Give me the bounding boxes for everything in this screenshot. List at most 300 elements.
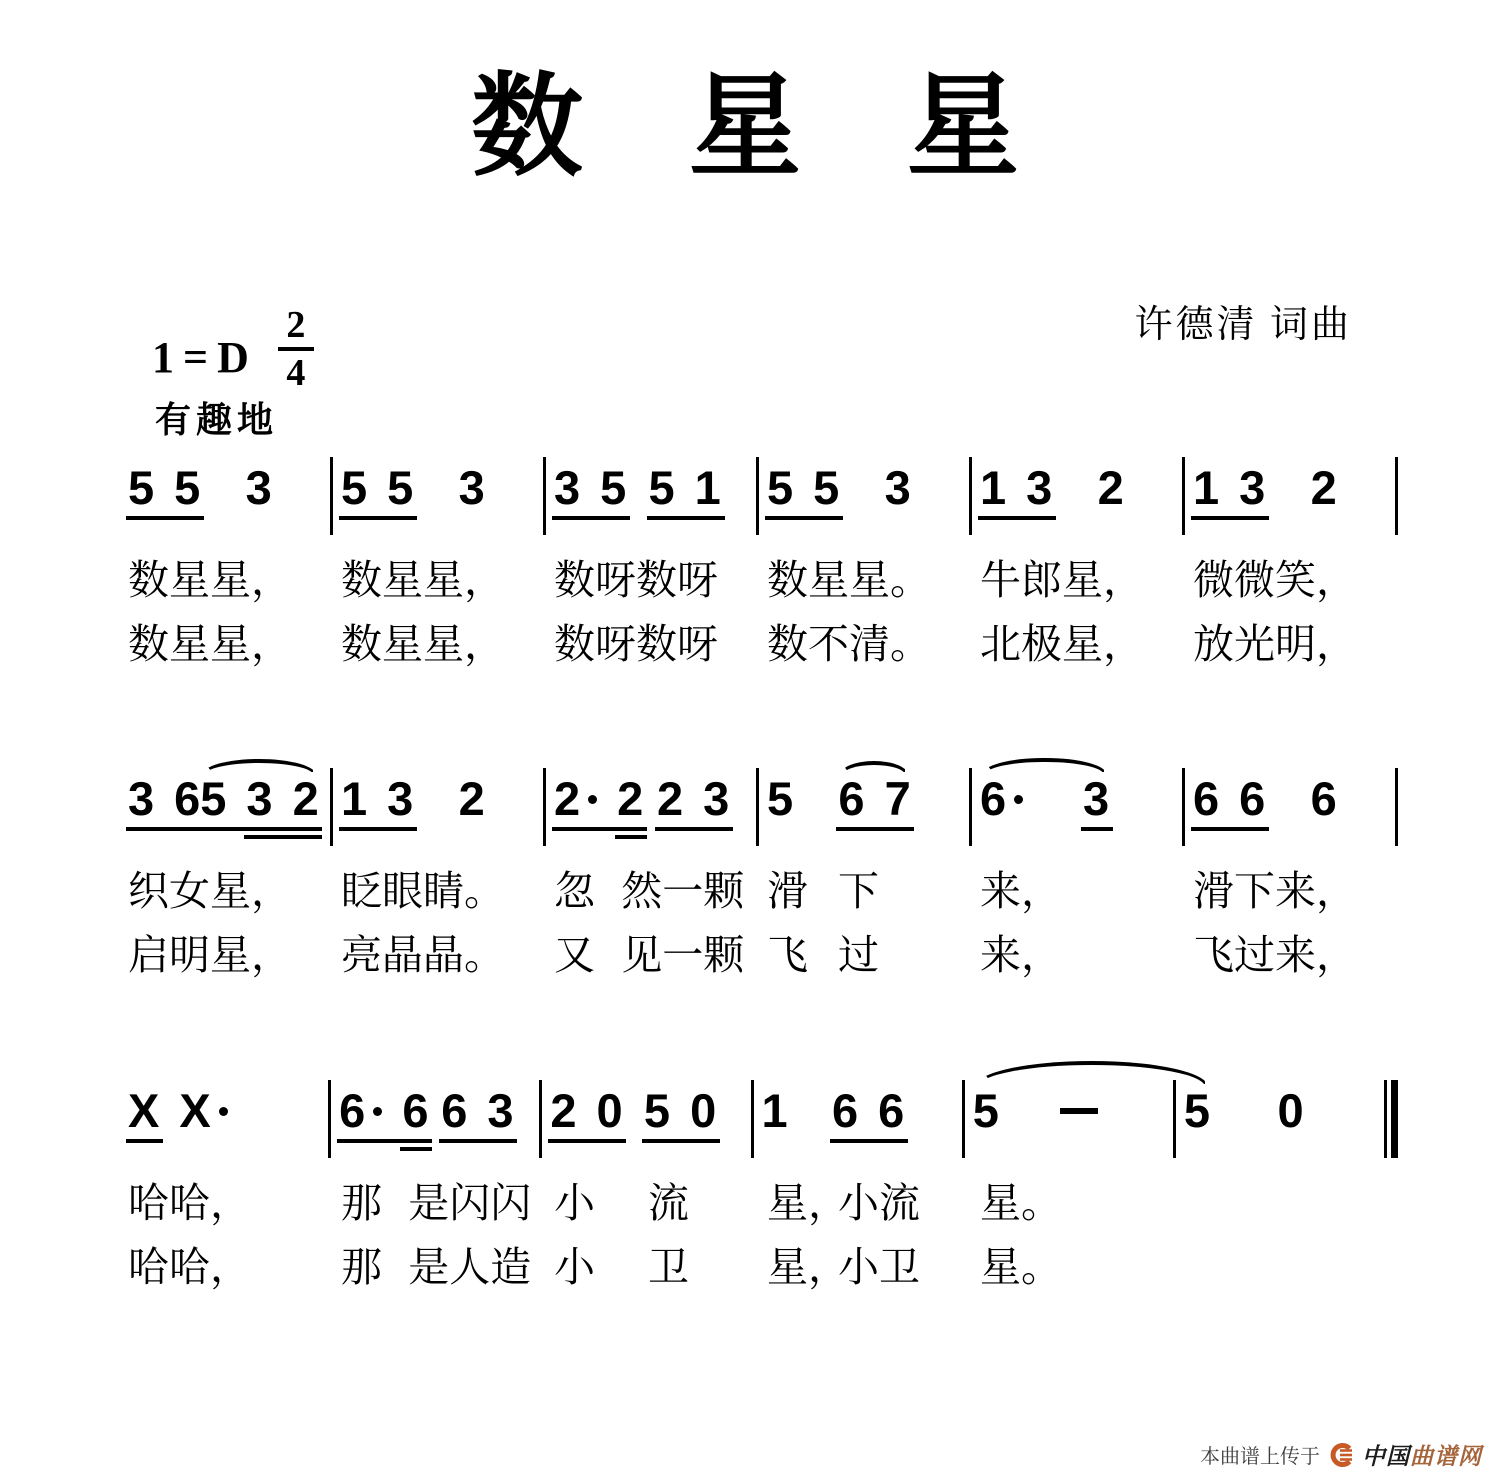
augmentation-dot — [588, 795, 597, 804]
beam — [339, 516, 417, 520]
note — [459, 773, 485, 825]
final-barline-thin — [1384, 1080, 1387, 1158]
note — [1083, 773, 1109, 825]
note-group — [1193, 773, 1265, 825]
note-group — [1311, 773, 1337, 825]
lyric-cell — [333, 618, 543, 670]
note-group — [441, 1085, 513, 1137]
lyrics-row-v2 — [120, 1241, 1398, 1293]
lyric-cell — [120, 618, 330, 670]
measure — [331, 1085, 539, 1137]
beam — [126, 827, 204, 831]
barline — [1395, 768, 1398, 846]
measure — [1176, 1085, 1384, 1137]
lyrics-row-v2 — [120, 929, 1398, 981]
note-text: 3 — [387, 772, 414, 825]
lyric-cell — [333, 1177, 543, 1229]
note — [767, 773, 793, 825]
time-signature-fraction-line — [278, 347, 314, 351]
slur-arc — [982, 758, 1107, 776]
measure — [546, 462, 756, 514]
key-label: 1=D — [152, 333, 258, 382]
slur-arc — [202, 759, 316, 775]
measure — [965, 1085, 1173, 1137]
lyric-cell — [333, 554, 543, 606]
lyric-cell — [972, 929, 1182, 981]
note — [174, 462, 200, 514]
note — [200, 773, 226, 825]
lyrics-row-v2 — [120, 618, 1398, 670]
note-text: 6 — [878, 1084, 905, 1137]
lyric-cell — [546, 865, 756, 917]
system — [120, 1055, 1398, 1293]
note-text: 3 — [128, 772, 155, 825]
note — [1184, 1085, 1210, 1137]
note-group — [459, 773, 485, 825]
note — [878, 1085, 904, 1137]
lyric-cell — [759, 1241, 969, 1293]
notes-row — [120, 773, 1398, 849]
note-text: 5 — [600, 461, 627, 514]
note-text: 3 — [246, 772, 273, 825]
note-group — [339, 1085, 428, 1137]
note — [246, 773, 272, 825]
note — [1239, 773, 1265, 825]
lyric-token: 那 是闪闪 — [341, 1180, 532, 1226]
note — [341, 462, 367, 514]
measure — [333, 462, 543, 514]
note — [838, 773, 864, 825]
note — [885, 773, 911, 825]
note — [387, 462, 413, 514]
note-group — [550, 1085, 622, 1137]
note-group — [649, 462, 721, 514]
augmentation-dot — [1014, 795, 1023, 804]
note-text: 5 — [174, 461, 201, 514]
watermark — [1200, 1438, 1482, 1471]
note — [703, 773, 729, 825]
note-text: 3 — [1026, 461, 1053, 514]
note-text: 6 — [174, 772, 201, 825]
final-barline-thick — [1391, 1080, 1398, 1158]
note — [441, 1085, 467, 1137]
note-group — [973, 1085, 999, 1137]
tempo-marking: 有趣地 — [155, 399, 279, 440]
lyric-cell — [120, 1241, 330, 1293]
lyric-token: 星。 — [980, 1244, 1062, 1290]
note-group — [128, 1085, 228, 1137]
lyric-cell — [120, 554, 330, 606]
composer-credit: 许德清 词曲 — [1134, 304, 1352, 346]
note-text: 5 — [813, 461, 840, 514]
note-text: 2 — [554, 772, 581, 825]
note-text: 7 — [884, 772, 911, 825]
beam — [830, 1139, 908, 1143]
lyric-cell — [972, 865, 1182, 917]
note-text: 5 — [767, 461, 794, 514]
beam — [765, 516, 843, 520]
beam — [400, 1147, 432, 1151]
note-text: 5 — [387, 461, 414, 514]
note — [973, 1085, 999, 1137]
site-logo-icon — [1329, 1443, 1353, 1467]
note — [1239, 462, 1265, 514]
note — [1098, 462, 1124, 514]
note — [980, 773, 1023, 825]
lyric-token: 数星星， — [341, 557, 505, 603]
lyric-token: 卫 — [648, 1244, 689, 1290]
bar-spacer — [1395, 865, 1398, 917]
note-text: 3 — [703, 772, 730, 825]
lyric-token: 流 — [648, 1180, 689, 1226]
note — [767, 462, 793, 514]
note-group — [767, 773, 793, 825]
note — [762, 1085, 788, 1137]
augmentation-dot — [219, 1107, 228, 1116]
note — [128, 1085, 159, 1137]
lyric-cell — [972, 618, 1182, 670]
note-text: 2 — [550, 1084, 577, 1137]
lyric-token: 星， — [767, 1244, 849, 1290]
note-text: 1 — [761, 1084, 788, 1137]
lyric-cell — [1185, 865, 1395, 917]
lyric-token: 小卫 — [838, 1244, 920, 1290]
note — [649, 462, 675, 514]
note — [246, 462, 272, 514]
note — [459, 462, 485, 514]
lyric-token: 亮晶晶。 — [341, 932, 505, 978]
note-group — [1193, 462, 1265, 514]
time-signature — [278, 306, 314, 392]
note-group — [1184, 1085, 1210, 1137]
lyric-token: 又 见一颗 — [554, 932, 745, 978]
note — [1193, 773, 1219, 825]
lyric-token: 微微笑， — [1193, 557, 1357, 603]
note-text: 6 — [1239, 772, 1266, 825]
lyric-token: 哈哈， — [128, 1180, 251, 1226]
measure — [972, 773, 1182, 825]
measure — [542, 1085, 750, 1137]
beam — [1191, 516, 1269, 520]
final-barline — [1384, 1080, 1398, 1158]
note — [339, 1085, 382, 1137]
note — [179, 1085, 227, 1137]
note — [695, 462, 721, 514]
lyric-cell — [546, 1177, 756, 1229]
beam — [647, 516, 725, 520]
slur-arc — [840, 761, 908, 775]
note-text: 0 — [596, 1084, 623, 1137]
note — [387, 773, 413, 825]
note — [596, 1085, 622, 1137]
note-group — [980, 773, 1023, 825]
note-text: 5 — [200, 772, 227, 825]
measure — [1185, 462, 1395, 514]
lyric-token: 滑 — [767, 868, 808, 914]
lyric-cell — [120, 1177, 330, 1229]
note-text: 6 — [402, 1084, 429, 1137]
note — [487, 1085, 513, 1137]
dash-note — [1060, 1085, 1098, 1137]
beam — [244, 835, 322, 839]
lyric-cell — [972, 554, 1182, 606]
note — [128, 462, 154, 514]
beam — [978, 516, 1056, 520]
lyric-token: 飞 — [767, 932, 808, 978]
note-group — [1098, 462, 1124, 514]
note-text: 6 — [832, 1084, 859, 1137]
note-text: 6 — [980, 772, 1007, 825]
lyric-cell — [333, 929, 543, 981]
note-text: 5 — [767, 772, 794, 825]
note-text: 0 — [1277, 1084, 1304, 1137]
lyric-cell — [1185, 1241, 1395, 1293]
note — [554, 773, 597, 825]
note-text: 1 — [1193, 461, 1220, 514]
lyric-cell — [333, 1241, 543, 1293]
system — [120, 432, 1398, 670]
notes-row — [120, 462, 1398, 538]
lyric-cell — [1185, 618, 1395, 670]
lyric-token: 织女星， — [128, 868, 292, 914]
lyric-cell — [759, 865, 969, 917]
measure — [972, 462, 1182, 514]
note — [1193, 462, 1219, 514]
beam — [552, 827, 647, 831]
note-group — [459, 462, 485, 514]
measure — [333, 773, 543, 825]
lyric-token: 飞过来， — [1193, 932, 1357, 978]
beam — [548, 1139, 626, 1143]
barline — [1395, 457, 1398, 535]
key-signature — [152, 304, 314, 394]
note — [600, 462, 626, 514]
duration-dash — [1060, 1108, 1098, 1114]
beam — [655, 827, 733, 831]
lyric-token: 过 — [838, 932, 879, 978]
note-group — [554, 773, 643, 825]
note-group — [657, 773, 729, 825]
bar-spacer — [1395, 1241, 1398, 1293]
note-group — [980, 462, 1052, 514]
note-text: 3 — [1083, 772, 1110, 825]
note-text: 2 — [1097, 461, 1124, 514]
note-text: 3 — [884, 461, 911, 514]
note — [174, 773, 200, 825]
note-text: 3 — [554, 461, 581, 514]
note-group — [838, 773, 910, 825]
lyric-token: 数不清。 — [767, 621, 931, 667]
lyric-cell — [1185, 1177, 1395, 1229]
lyric-token: 牛郎星， — [980, 557, 1144, 603]
augmentation-dot — [373, 1107, 382, 1116]
lyric-token: 来， — [980, 932, 1062, 978]
note — [617, 773, 643, 825]
lyric-cell — [120, 929, 330, 981]
note — [1311, 773, 1337, 825]
note — [554, 462, 580, 514]
lyric-token: 小 — [554, 1244, 595, 1290]
note-group — [554, 462, 626, 514]
note — [690, 1085, 716, 1137]
lyric-token: 数呀数呀 — [554, 621, 718, 667]
lyric-cell — [972, 1177, 1182, 1229]
beam — [615, 835, 647, 839]
site-name — [1362, 1438, 1482, 1471]
lyric-cell — [1185, 554, 1395, 606]
lyric-cell — [546, 554, 756, 606]
site-name-part1: 中国 — [1362, 1443, 1410, 1469]
note-text: 3 — [1239, 461, 1266, 514]
lyric-token: 那 是人造 — [341, 1244, 532, 1290]
note-group — [762, 1085, 788, 1137]
note-group — [1060, 1085, 1098, 1137]
beam — [126, 516, 204, 520]
note-text: 2 — [292, 772, 319, 825]
lyric-cell — [333, 865, 543, 917]
beam — [1081, 827, 1113, 831]
beam — [836, 827, 914, 831]
beam — [552, 516, 630, 520]
measure — [759, 773, 969, 825]
note-group — [1277, 1085, 1303, 1137]
note-group — [644, 1085, 716, 1137]
lyric-cell — [1185, 929, 1395, 981]
note — [657, 773, 683, 825]
note — [813, 462, 839, 514]
measure — [120, 1085, 328, 1137]
note-text: X — [128, 1084, 160, 1137]
note-group — [128, 462, 200, 514]
lyric-token: 哈哈， — [128, 1244, 251, 1290]
note-text: 5 — [128, 461, 155, 514]
lyric-cell — [972, 1241, 1182, 1293]
lyric-token: 启明星， — [128, 932, 292, 978]
note-text: 3 — [458, 461, 485, 514]
lyric-cell — [759, 618, 969, 670]
lyric-token: 数星星， — [128, 621, 292, 667]
note — [1277, 1085, 1303, 1137]
watermark-prefix: 本曲谱上传于 — [1200, 1446, 1320, 1468]
note-text: 5 — [643, 1084, 671, 1137]
bar-spacer — [1395, 929, 1398, 981]
beam — [337, 1139, 432, 1143]
note — [832, 1085, 858, 1137]
time-signature-numerator: 2 — [286, 304, 306, 346]
lyric-cell — [546, 618, 756, 670]
note-group — [341, 773, 413, 825]
beam — [1191, 827, 1269, 831]
song-title: 数 星 星 — [471, 66, 1029, 190]
lyric-token: 小流 — [838, 1180, 920, 1226]
bar-spacer — [1395, 554, 1398, 606]
lyric-cell — [759, 1177, 969, 1229]
note-text: 6 — [441, 1084, 468, 1137]
lyric-token: 下 — [838, 868, 879, 914]
note — [550, 1085, 576, 1137]
note — [293, 773, 319, 825]
note-text: 2 — [458, 772, 485, 825]
note-group — [1311, 462, 1337, 514]
note-text: 5 — [648, 461, 675, 514]
note-text: 5 — [1183, 1084, 1210, 1137]
lyric-token: 小 — [554, 1180, 595, 1226]
measure — [120, 773, 330, 825]
note-text: 2 — [1310, 461, 1337, 514]
note-text: 6 — [1310, 772, 1337, 825]
measure — [120, 462, 330, 514]
lyric-cell — [546, 929, 756, 981]
lyric-token: 北极星， — [980, 621, 1144, 667]
beam — [339, 827, 417, 831]
beam — [439, 1139, 517, 1143]
note-text: 6 — [838, 772, 865, 825]
note — [1026, 462, 1052, 514]
note — [402, 1085, 428, 1137]
note-text: X — [179, 1084, 211, 1137]
lyric-token: 眨眼睛。 — [341, 868, 505, 914]
lyrics-row-v1 — [120, 865, 1398, 917]
lyric-token: 忽 然一颗 — [554, 868, 745, 914]
lyric-token: 数呀数呀 — [554, 557, 718, 603]
lyric-cell — [759, 554, 969, 606]
note-text: 3 — [245, 461, 272, 514]
note-text: 1 — [694, 461, 721, 514]
lyric-token: 放光明， — [1193, 621, 1357, 667]
lyric-token: 数星星， — [128, 557, 292, 603]
time-signature-denominator: 4 — [286, 352, 306, 394]
lyric-token: 星。 — [980, 1180, 1062, 1226]
lyric-token: 星， — [767, 1180, 849, 1226]
beam — [642, 1139, 720, 1143]
note-text: 6 — [1193, 772, 1220, 825]
note — [1311, 462, 1337, 514]
bar-spacer — [1395, 618, 1398, 670]
measure — [754, 1085, 962, 1137]
lyrics-row-v1 — [120, 554, 1398, 606]
note-text: 2 — [617, 772, 644, 825]
measure — [759, 462, 969, 514]
lyric-cell — [546, 1241, 756, 1293]
bar-spacer — [1395, 1177, 1398, 1229]
lyric-token: 数星星。 — [767, 557, 931, 603]
beam — [126, 1139, 163, 1143]
note-text: 6 — [339, 1084, 366, 1137]
note-group — [885, 462, 911, 514]
note — [885, 462, 911, 514]
note-group — [200, 773, 318, 825]
note-text: 5 — [972, 1084, 999, 1137]
note-text: 3 — [487, 1084, 514, 1137]
lyric-token: 来， — [980, 868, 1062, 914]
lyric-token: 滑下来， — [1193, 868, 1357, 914]
slur-arc — [975, 1061, 1208, 1087]
note — [644, 1085, 670, 1137]
lyric-cell — [120, 865, 330, 917]
note-group — [767, 462, 839, 514]
beam — [198, 827, 322, 831]
note-group — [341, 462, 413, 514]
note — [341, 773, 367, 825]
note-text: 1 — [341, 772, 368, 825]
lyric-token: 数星星， — [341, 621, 505, 667]
system — [120, 743, 1398, 981]
notes-row — [120, 1085, 1398, 1161]
note-group — [832, 1085, 904, 1137]
note-text: 0 — [690, 1084, 717, 1137]
note-text: 2 — [657, 772, 684, 825]
note — [980, 462, 1006, 514]
